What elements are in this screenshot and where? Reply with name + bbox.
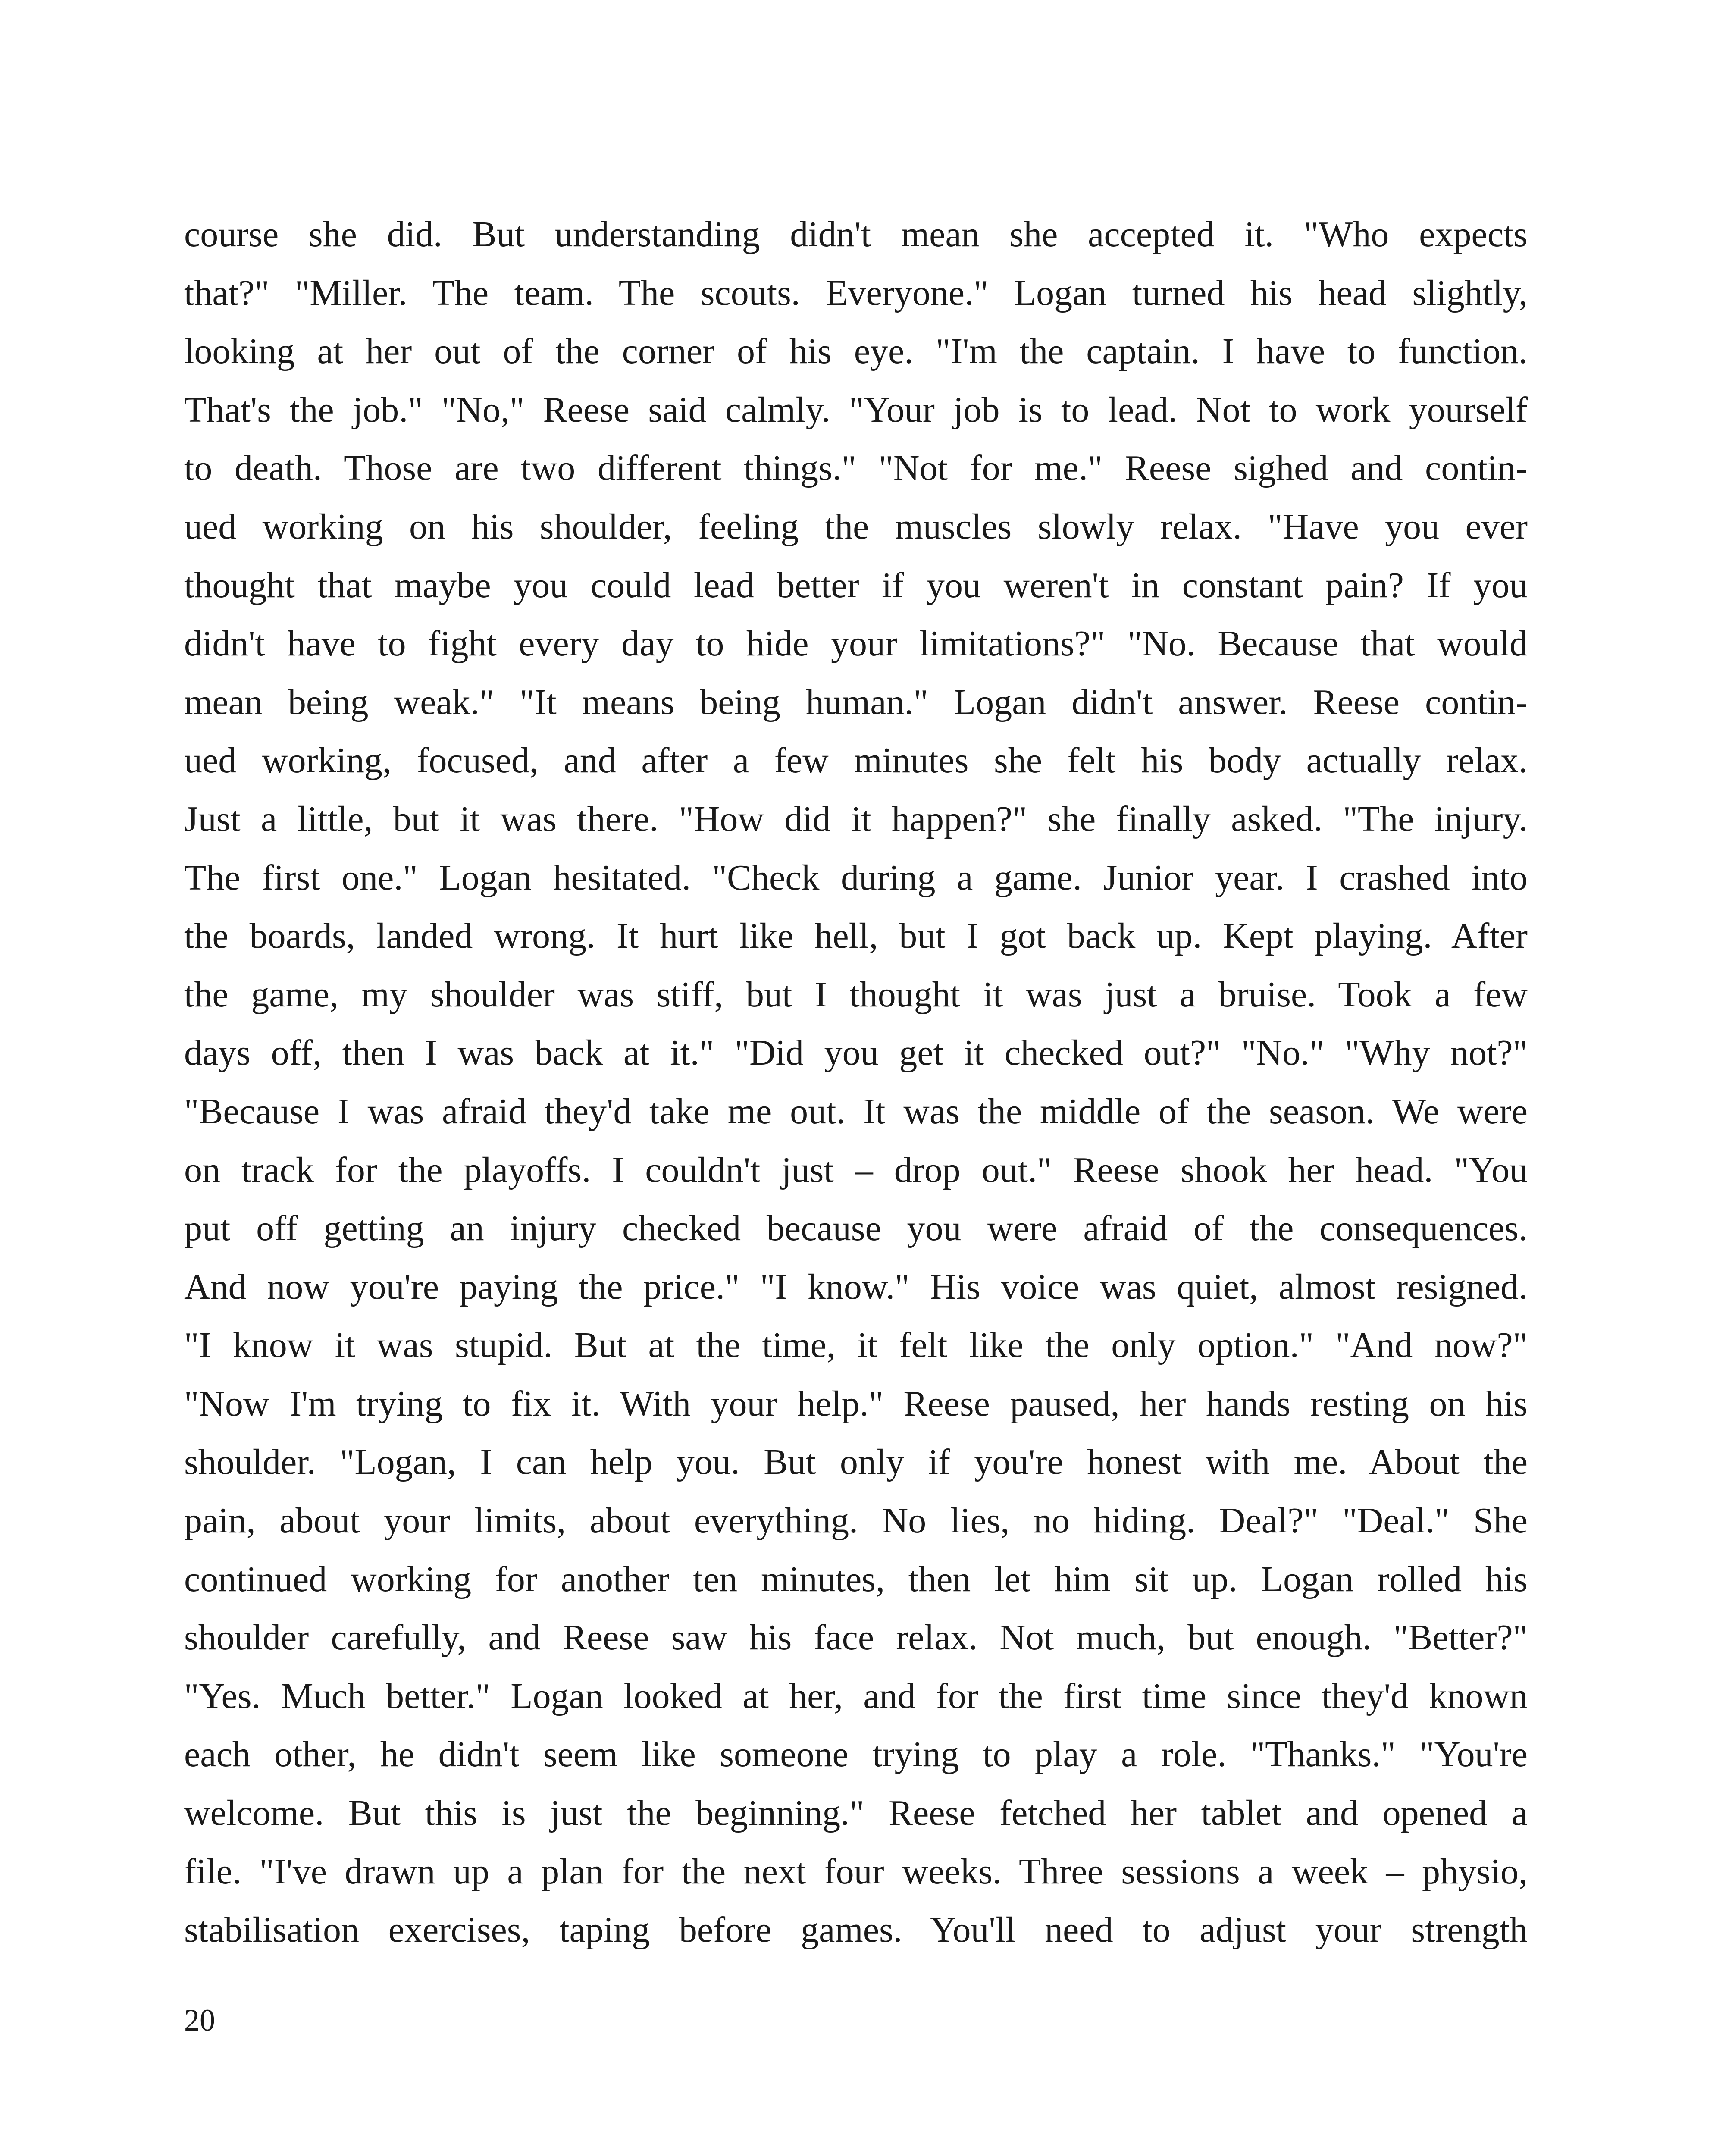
text-line: welcome. But this is just the beginning." Reese fetched her tablet and opened a bbox=[184, 1793, 1528, 1833]
text-line: thought that maybe you could lead better if you weren't in constant pain? If you bbox=[184, 565, 1528, 605]
text-line: to death. Those are two different things." "Not for me." Reese sighed and contin- bbox=[184, 448, 1528, 489]
text-line: The first one." Logan hesitated. "Check during a game. Junior year. I crashed into bbox=[184, 857, 1528, 898]
text-line: pain, about your limits, about everything. No lies, no hiding. Deal?" "Deal." She bbox=[184, 1501, 1528, 1541]
text-line: didn't have to fight every day to hide your limitations?" "No. Because that would bbox=[184, 624, 1528, 664]
text-line: stabilisation exercises, taping before games. You'll need to adjust your strength bbox=[184, 1910, 1528, 1950]
text-line: Just a little, but it was there. "How did it happen?" she finally asked. "The injury. bbox=[184, 799, 1528, 839]
text-line: "Because I was afraid they'd take me out. It was the middle of the season. We were bbox=[184, 1091, 1528, 1131]
text-line: ued working on his shoulder, feeling the muscles slowly relax. "Have you ever bbox=[184, 506, 1528, 547]
text-line: file. "I've drawn up a plan for the next four weeks. Three sessions a week – physio, bbox=[184, 1851, 1528, 1892]
text-line: looking at her out of the corner of his eye. "I'm the captain. I have to function. bbox=[184, 331, 1528, 372]
text-line: that?" "Miller. The team. The scouts. Everyone." Logan turned his head slightly, bbox=[184, 273, 1528, 313]
text-line: days off, then I was back at it." "Did you get it checked out?" "No." "Why not?" bbox=[184, 1033, 1528, 1073]
text-line: And now you're paying the price." "I know." His voice was quiet, almost resigned. bbox=[184, 1266, 1528, 1307]
text-line: each other, he didn't seem like someone trying to play a role. "Thanks." "You're bbox=[184, 1734, 1528, 1775]
text-line: on track for the playoffs. I couldn't just – drop out." Reese shook her head. "You bbox=[184, 1150, 1528, 1190]
text-line: "Yes. Much better." Logan looked at her, and for the first time since they'd known bbox=[184, 1676, 1528, 1716]
text-line: "Now I'm trying to fix it. With your help." Reese paused, her hands resting on his bbox=[184, 1383, 1528, 1424]
text-line: ued working, focused, and after a few minutes she felt his body actually relax. bbox=[184, 740, 1528, 781]
text-line: shoulder carefully, and Reese saw his face relax. Not much, but enough. "Better?" bbox=[184, 1617, 1528, 1658]
text-line: continued working for another ten minutes, then let him sit up. Logan rolled his bbox=[184, 1559, 1528, 1599]
body-text bbox=[184, 205, 1528, 1959]
text-line: That's the job." "No," Reese said calmly. "Your job is to lead. Not to work yourself bbox=[184, 389, 1528, 430]
page-number: 20 bbox=[184, 2003, 215, 2037]
text-line: "I know it was stupid. But at the time, it felt like the only option." "And now?" bbox=[184, 1325, 1528, 1366]
text-line: mean being weak." "It means being human." Logan didn't answer. Reese contin- bbox=[184, 682, 1528, 722]
text-line: shoulder. "Logan, I can help you. But only if you're honest with me. About the bbox=[184, 1442, 1528, 1482]
text-line: put off getting an injury checked because you were afraid of the consequences. bbox=[184, 1208, 1528, 1249]
text-line: the boards, landed wrong. It hurt like hell, but I got back up. Kept playing. After bbox=[184, 916, 1528, 956]
text-line: the game, my shoulder was stiff, but I thought it was just a bruise. Took a few bbox=[184, 974, 1528, 1015]
text-line: course she did. But understanding didn't mean she accepted it. "Who expects bbox=[184, 214, 1528, 254]
